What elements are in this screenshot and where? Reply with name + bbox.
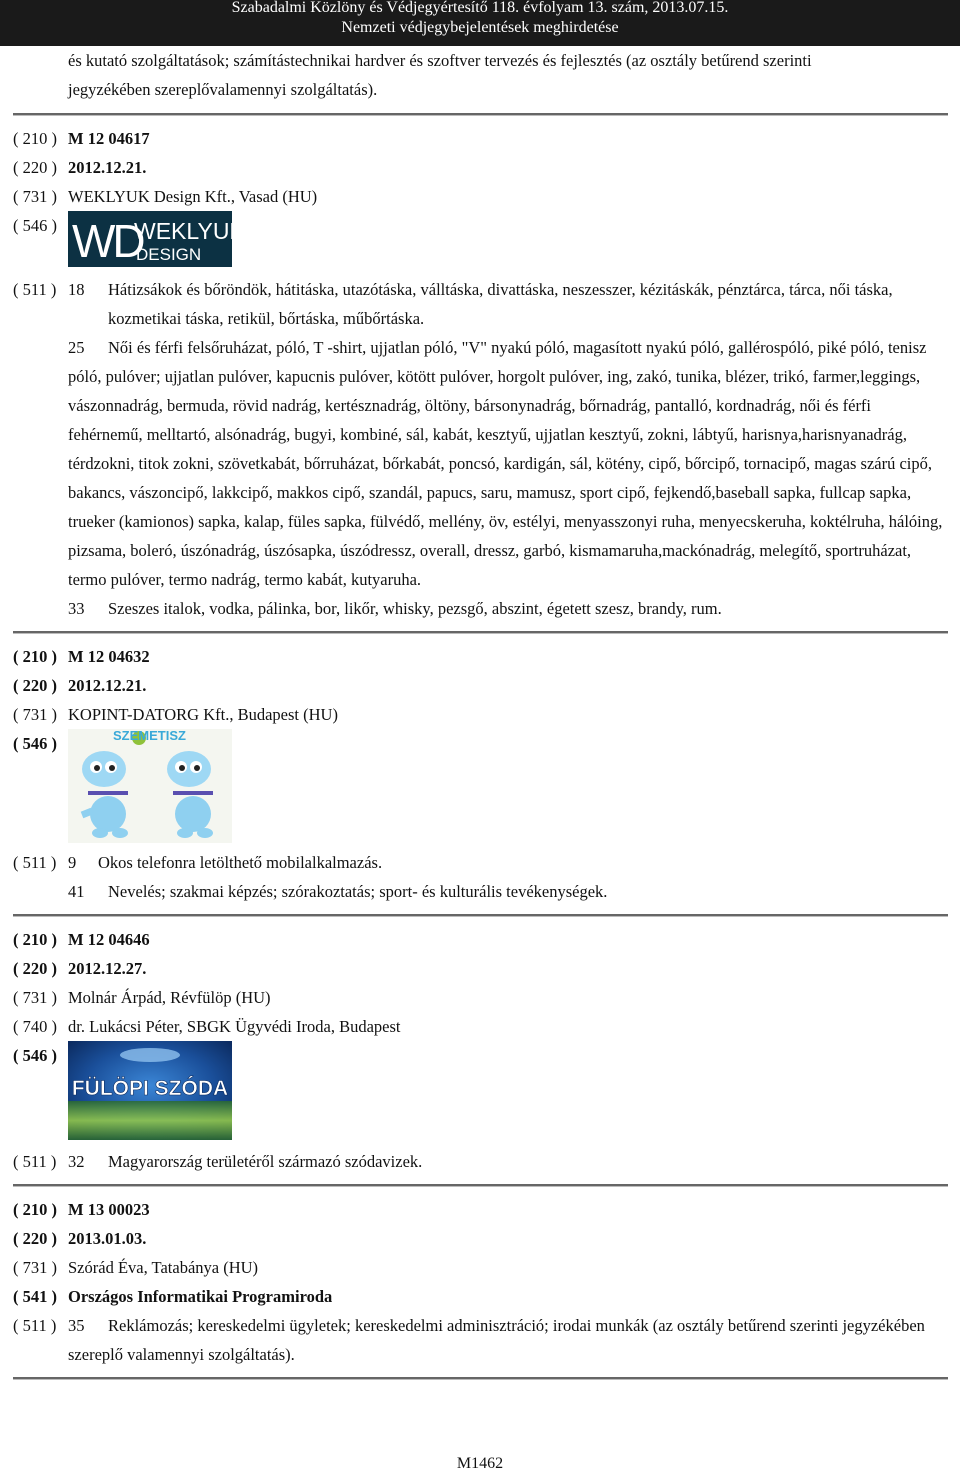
szemetisz-logo: [68, 729, 232, 843]
code-label: ( 541 ): [13, 1287, 57, 1306]
filing-date: 2012.12.21.: [68, 158, 147, 177]
trademark-entry: [13, 642, 948, 906]
class-item: [13, 877, 948, 906]
field-546: [13, 211, 948, 269]
page-number: M1462: [456, 1455, 504, 1472]
code-label: ( 546 ): [13, 734, 57, 753]
class-text: Magyarország területéről származó szódavizek.: [108, 1152, 423, 1171]
field-731: [13, 700, 948, 729]
class-number: 9: [68, 853, 77, 872]
field-541: [13, 1282, 948, 1311]
class-text: Okos telefonra letölthető mobilalkalmazás.: [98, 853, 383, 872]
intro-line-2: jegyzékében szereplővalamennyi szolgáltatás).: [68, 80, 378, 99]
code-label: ( 220 ): [13, 158, 57, 177]
class-number: 41: [68, 882, 85, 901]
class-number: 25: [68, 338, 85, 357]
logo-subname: DESIGN: [136, 245, 202, 264]
code-label: ( 546 ): [13, 216, 57, 235]
class-text: Női és férfi felsőruházat, póló, T -shirt, ujjatlan póló, "V" nyakú póló, magasított nyakú póló, gallérospóló, piké póló, tenisz póló, pulóver; ujjatlan pulóver, kapucnis pulóver, kötött pulóver, horgolt pulóver, ing, zakó, tunika, blézer, trikó, farmer,leggings, vászonnadrág, bermuda, rövid nadrág, kertésznadrág, öltöny, bársonynadrág, bőrnadrág, pantalló, kordnadrág, női és férfi fehérnemű, melltartó, alsónadrág, bugyi, kombiné, sál, kabát, kesztyű, ujjatlan kesztyű, zokni, lábtyű, harisnya,harisnyanadrág, térdzokni, titok zokni, szövetkabát, bőrruházat, bőrkabát, poncsó, kardigán, sál, kötény, cipő, bőrcipő, tornacipő, magas szárú cipő, bakancs, vászoncipő, lakkcipő, makkos cipő, szandál, papucs, saru, mamusz, sport cipő, fejkendő,baseball sapka, fullcap sapka, trueker (kamionos) sapka, kalap, füles sapka, fülvédő, mellény, öv, estélyi, menyasszonyi ruha, menyecskeruha, koktélruha, hálóing, pizsama, boleró, úszónadrág, úszósapka, úszódressz, overall, dressz, garbó, kismamaruha,mackónadrág, melegítő, sportruházat, termo pulóver, termo nadrág, termo kabát, kutyaruha.: [68, 338, 943, 589]
applicant: KOPINT-DATORG Kft., Budapest (HU): [68, 705, 338, 724]
code-label: ( 210 ): [13, 129, 57, 148]
class-item: [13, 1311, 948, 1369]
intro-line-1: és kutató szolgáltatások; számítástechnikai hardver és szoftver tervezés és fejlesztés (az osztály betűrend szerinti: [68, 51, 812, 70]
field-220: [13, 671, 948, 700]
class-item: [13, 333, 948, 594]
code-label: ( 731 ): [13, 187, 57, 206]
class-text: Hátizsákok és bőröndök, hátitáska, utazótáska, válltáska, divattáska, neszesszer, kézitáskák, pénztárca, tárca, női táska, kozmetikai táska, retikül, bőrtáska, műbőrtáska.: [108, 280, 893, 328]
field-740: [13, 1012, 948, 1041]
separator: [13, 1377, 948, 1379]
field-546: [13, 1041, 948, 1142]
class-text: Reklámozás; kereskedelmi ügyletek; kereskedelmi adminisztráció; irodai munkák (az osztály betűrend szerinti jegyzékében szereplő valamennyi szolgáltatás).: [68, 1316, 925, 1364]
class-item: [13, 1147, 948, 1176]
class-text: Nevelés; szakmai képzés; szórakoztatás; sport- és kulturális tevékenységek.: [108, 882, 608, 901]
separator: [13, 1184, 948, 1186]
code-label: ( 731 ): [13, 988, 57, 1007]
field-220: [13, 1224, 948, 1253]
representative: dr. Lukácsi Péter, SBGK Ügyvédi Iroda, Budapest: [68, 1017, 401, 1036]
field-220: [13, 153, 948, 182]
applicant: Szórád Éva, Tatabánya (HU): [68, 1258, 259, 1277]
filing-date: 2013.01.03.: [68, 1229, 147, 1248]
class-number: 32: [68, 1152, 85, 1171]
code-label: ( 210 ): [13, 647, 57, 666]
code-label: ( 511 ): [13, 280, 57, 299]
class-text: Szeszes italok, vodka, pálinka, bor, likőr, whisky, pezsgő, abszint, égetett szesz, brandy, rum.: [108, 599, 722, 618]
code-label: ( 220 ): [13, 959, 57, 978]
field-220: [13, 954, 948, 983]
field-546: [13, 729, 948, 845]
logo-name: WEKLYUK: [134, 218, 245, 244]
application-number: M 12 04617: [68, 129, 150, 148]
header-section: Nemzeti védjegybejelentések meghirdetése: [341, 19, 619, 36]
trademark-entry: [13, 925, 948, 1176]
application-number: M 12 04632: [68, 647, 150, 666]
code-label: ( 210 ): [13, 930, 57, 949]
trademark-entry: [13, 124, 948, 623]
separator: [13, 914, 948, 916]
logo-monogram: WD: [72, 215, 143, 267]
applicant: Molnár Árpád, Révfülöp (HU): [68, 988, 271, 1007]
applicant: WEKLYUK Design Kft., Vasad (HU): [68, 187, 318, 206]
class-number: 35: [68, 1316, 85, 1335]
word-mark: Országos Informatikai Programiroda: [68, 1287, 333, 1306]
code-label: ( 210 ): [13, 1200, 57, 1219]
page-header: [0, 0, 960, 46]
weklyuk-logo: [68, 211, 245, 267]
logo-text: SZEMETISZ: [113, 728, 186, 743]
code-label: ( 731 ): [13, 1258, 57, 1277]
class-item: [13, 594, 948, 623]
code-label: ( 511 ): [13, 853, 57, 872]
filing-date: 2012.12.27.: [68, 959, 147, 978]
field-731: [13, 983, 948, 1012]
field-210: [13, 642, 948, 671]
code-label: ( 511 ): [13, 1316, 57, 1335]
field-210: [13, 1195, 948, 1224]
application-number: M 12 04646: [68, 930, 150, 949]
code-label: ( 220 ): [13, 1229, 57, 1248]
code-label: ( 731 ): [13, 705, 57, 724]
code-label: ( 220 ): [13, 676, 57, 695]
field-210: [13, 124, 948, 153]
class-item: [13, 848, 948, 877]
application-number: M 13 00023: [68, 1200, 150, 1219]
fulopi-szoda-logo: [68, 1041, 232, 1140]
logo-text: FÜLÖPI SZÓDA: [71, 1077, 229, 1100]
separator: [13, 631, 948, 633]
trademark-entry: [13, 1195, 948, 1369]
class-item: [13, 275, 948, 333]
field-210: [13, 925, 948, 954]
header-publication: Szabadalmi Közlöny és Védjegyértesítő 118. évfolyam 13. szám, 2013.07.15.: [231, 0, 729, 16]
separator: [13, 113, 948, 115]
class-number: 33: [68, 599, 85, 618]
class-number: 18: [68, 280, 85, 299]
document-content: [13, 46, 948, 1388]
field-731: [13, 182, 948, 211]
field-731: [13, 1253, 948, 1282]
filing-date: 2012.12.21.: [68, 676, 147, 695]
code-label: ( 511 ): [13, 1152, 57, 1171]
code-label: ( 740 ): [13, 1017, 57, 1036]
code-label: ( 546 ): [13, 1046, 57, 1065]
